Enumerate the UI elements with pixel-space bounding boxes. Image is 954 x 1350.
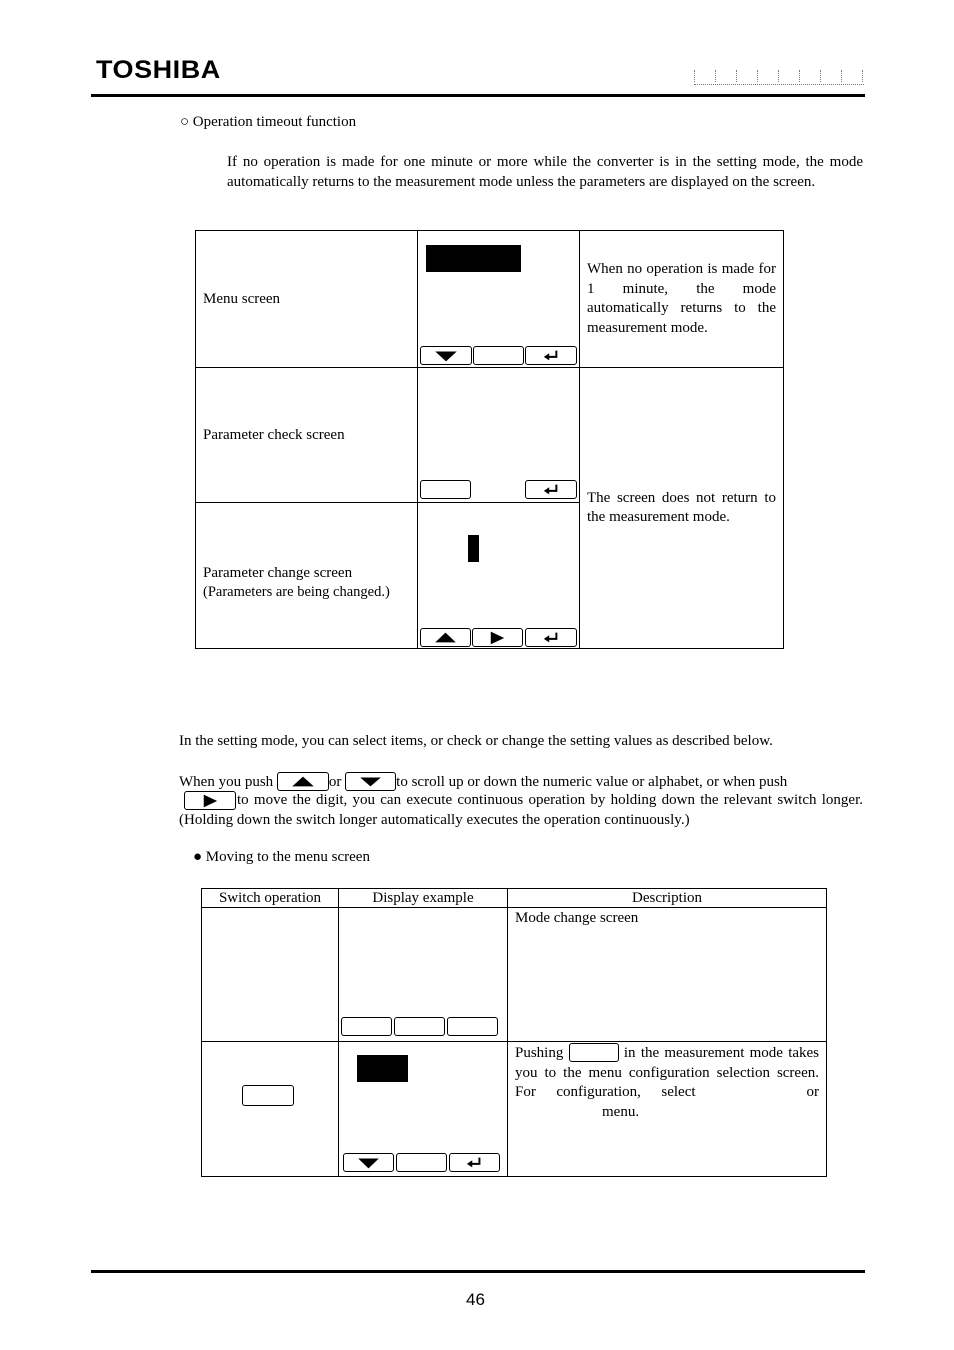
desc-menu: menu. bbox=[602, 1103, 640, 1120]
enter-key-icon bbox=[525, 480, 577, 499]
display-parameter-check bbox=[418, 368, 580, 503]
blank-key bbox=[473, 346, 524, 365]
header-description: Description bbox=[508, 889, 827, 908]
right-key-icon bbox=[184, 791, 236, 810]
switch-cell-empty bbox=[202, 908, 339, 1042]
push-text-continuation: to move the digit, you can execute continuous operation by holding down the relevant switch longer. (Holding down the switch longer automatically executes the operation continuously.) bbox=[179, 792, 863, 828]
highlighted-menu-item bbox=[357, 1055, 408, 1082]
display-mode-change bbox=[339, 908, 508, 1042]
page-number: 46 bbox=[466, 1290, 485, 1309]
push-text-part3: to scroll up or down the numeric value or alphabet, or when push bbox=[396, 774, 788, 790]
up-key-icon bbox=[420, 628, 471, 647]
header-display-example: Display example bbox=[339, 889, 508, 908]
highlighted-menu-item bbox=[426, 245, 521, 272]
blank-key bbox=[420, 480, 471, 499]
cursor-block bbox=[468, 535, 479, 562]
down-key-icon bbox=[420, 346, 472, 365]
enter-key-icon bbox=[525, 628, 577, 647]
timeout-description: If no operation is made for one minute or more while the converter is in the setting mode, the mode automatically returns to the measurement mode unless the parameters are displayed on the screen. bbox=[227, 154, 863, 190]
enter-key-icon bbox=[525, 346, 577, 365]
desc-pushing: Pushing bbox=[515, 1045, 564, 1061]
blank-key bbox=[341, 1017, 392, 1036]
blank-key bbox=[396, 1153, 447, 1172]
toshiba-logo: TOSHIBA bbox=[96, 56, 221, 84]
header-rule bbox=[91, 94, 865, 97]
display-parameter-change bbox=[418, 503, 580, 649]
setting-mode-intro: In the setting mode, you can select items, or check or change the setting values as described below. bbox=[179, 733, 773, 749]
down-key-icon bbox=[343, 1153, 394, 1172]
up-key-icon bbox=[277, 772, 329, 791]
push-text-part1: When you push bbox=[179, 774, 274, 790]
mode-key bbox=[569, 1043, 619, 1062]
switch-operation-table bbox=[201, 888, 827, 1177]
push-text-line1 bbox=[179, 772, 787, 791]
menu-selection-description bbox=[508, 1042, 826, 1122]
blank-key bbox=[447, 1017, 498, 1036]
push-text-part2: or bbox=[328, 774, 342, 790]
enter-key-icon bbox=[449, 1153, 500, 1172]
switch-cell-key bbox=[202, 1042, 339, 1177]
row-label-menu-screen: Menu screen bbox=[203, 290, 281, 307]
bullet-moving-menu: ● Moving to the menu screen bbox=[193, 849, 370, 865]
menu-screen-description: When no operation is made for 1 minute, the mode automatically returns to the measurement mode. bbox=[587, 261, 776, 336]
desc-for-configuration: For configuration, select bbox=[515, 1084, 696, 1100]
footer-rule bbox=[91, 1270, 865, 1273]
header-switch-operation: Switch operation bbox=[202, 889, 339, 908]
display-menu-screen bbox=[418, 231, 580, 368]
document-number-marks bbox=[694, 70, 864, 85]
blank-key bbox=[394, 1017, 445, 1036]
desc-measurement-mode: in the measurement mode takes you to the menu configuration selection screen. bbox=[515, 1045, 820, 1081]
display-menu-selection bbox=[339, 1042, 508, 1177]
row-label-parameter-check: Parameter check screen bbox=[203, 426, 345, 443]
right-key-icon bbox=[472, 628, 523, 647]
mode-change-description: Mode change screen bbox=[515, 910, 639, 926]
no-return-description: The screen does not return to the measurement mode. bbox=[587, 489, 776, 525]
section-heading-timeout: ○ Operation timeout function bbox=[180, 114, 357, 130]
mode-key bbox=[242, 1085, 294, 1106]
row-sublabel-parameter-change: (Parameters are being changed.) bbox=[203, 583, 390, 600]
down-key-icon bbox=[345, 772, 396, 791]
row-label-parameter-change: Parameter change screen bbox=[203, 564, 353, 581]
desc-or: or bbox=[806, 1084, 820, 1100]
timeout-table bbox=[195, 230, 784, 649]
